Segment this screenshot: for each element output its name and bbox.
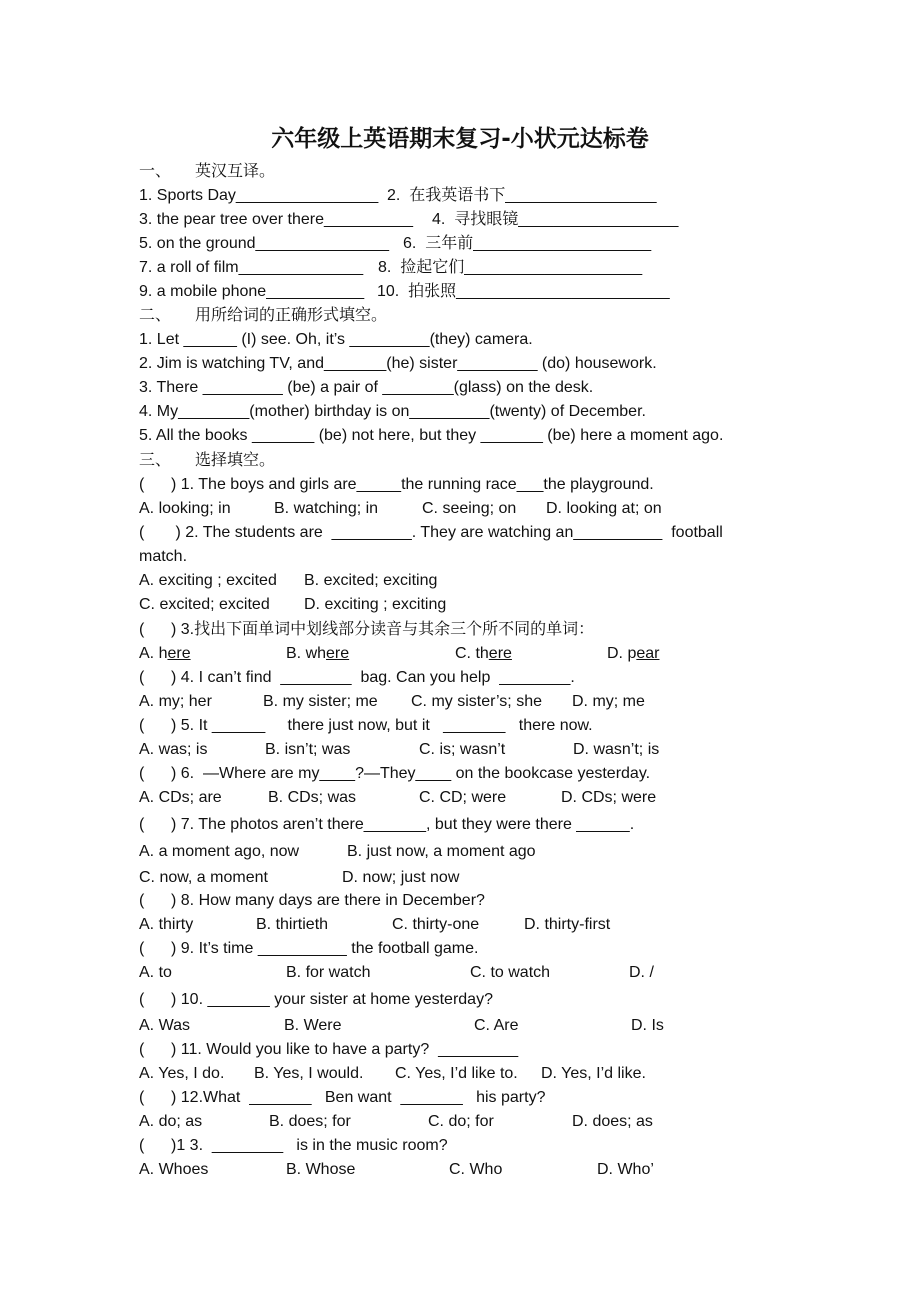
q1-option-a: A. looking; in — [139, 500, 231, 517]
q6-option-c: C. CD; were — [419, 789, 507, 806]
q5-stem: ( ) 5. It ______ there just now, but it _______ there now. — [139, 717, 593, 734]
q6-stem: ( ) 6. —Where are my____?—They____ on the bookcase yesterday. — [139, 765, 651, 782]
section2-heading: 二、 用所给词的正确形式填空。 — [139, 307, 388, 324]
s2-item1: 1. Let ______ (I) see. Oh, it’s _________(they) camera. — [139, 331, 533, 348]
s2-item5: 5. All the books _______ (be) not here, but they _______ (be) here a moment ago. — [139, 427, 724, 444]
s1-row2-right: 4. 寻找眼镜__________________ — [432, 211, 679, 228]
q8-option-c: C. thirty-one — [392, 916, 480, 933]
q2-stem-cont: match. — [139, 548, 188, 565]
q12-stem: ( ) 12.What _______ Ben want _______ his party? — [139, 1089, 546, 1106]
q13-option-b: B. Whose — [286, 1161, 356, 1178]
q6-option-a: A. CDs; are — [139, 789, 222, 806]
q10-stem: ( ) 10. _______ your sister at home yesterday? — [139, 991, 493, 1008]
q9-option-d: D. / — [629, 964, 654, 981]
s1-row1-right: 2. 在我英语书下_________________ — [387, 187, 657, 204]
q11-option-d: D. Yes, I’d like. — [541, 1065, 646, 1082]
q5-option-a: A. was; is — [139, 741, 208, 758]
q12-option-c: C. do; for — [428, 1113, 494, 1130]
s2-item3: 3. There _________ (be) a pair of ________(glass) on the desk. — [139, 379, 594, 396]
page-title: 六年级上英语期末复习-小状元达标卷 — [271, 126, 649, 152]
q11-option-c: C. Yes, I’d like to. — [395, 1065, 518, 1082]
q7-option-c: C. now, a moment — [139, 869, 268, 886]
q11-stem: ( ) 11. Would you like to have a party? _________ — [139, 1041, 519, 1058]
q12-option-d: D. does; as — [572, 1113, 653, 1130]
q11-option-b: B. Yes, I would. — [254, 1065, 364, 1082]
s1-row3-right: 6. 三年前____________________ — [403, 235, 652, 252]
section1-heading: 一、 英汉互译。 — [139, 163, 276, 180]
s1-row4-left: 7. a roll of film______________ — [139, 259, 364, 276]
q2-option-a: A. exciting ; excited — [139, 572, 277, 589]
q5-option-c: C. is; wasn’t — [419, 741, 506, 758]
q4-option-a: A. my; her — [139, 693, 212, 710]
q8-stem: ( ) 8. How many days are there in December? — [139, 892, 485, 909]
q13-option-c: C. Who — [449, 1161, 503, 1178]
q9-option-b: B. for watch — [286, 964, 371, 981]
s1-row4-right: 8. 捡起它们____________________ — [378, 259, 643, 276]
q3-option-d: D. pear — [607, 645, 660, 662]
q9-option-a: A. to — [139, 964, 172, 981]
q1-option-c: C. seeing; on — [422, 500, 517, 517]
q4-option-b: B. my sister; me — [263, 693, 378, 710]
q10-option-c: C. Are — [474, 1017, 519, 1034]
s1-row5-left: 9. a mobile phone___________ — [139, 283, 365, 300]
section3-heading: 三、 选择填空。 — [139, 452, 276, 469]
q9-stem: ( ) 9. It’s time __________ the football game. — [139, 940, 479, 957]
q13-option-d: D. Who’ — [597, 1161, 654, 1178]
q1-stem: ( ) 1. The boys and girls are_____the running race___the playground. — [139, 476, 654, 493]
q9-option-c: C. to watch — [470, 964, 551, 981]
q12-option-a: A. do; as — [139, 1113, 203, 1130]
q5-option-d: D. wasn’t; is — [573, 741, 660, 758]
q3-stem: ( ) 3.找出下面单词中划线部分读音与其余三个所不同的单词： — [139, 621, 595, 638]
q12-option-b: B. does; for — [269, 1113, 351, 1130]
q4-stem: ( ) 4. I can’t find ________ bag. Can you help ________. — [139, 669, 575, 686]
q6-option-d: D. CDs; were — [561, 789, 657, 806]
q10-option-d: D. Is — [631, 1017, 664, 1034]
q7-stem: ( ) 7. The photos aren’t there_______, but they were there ______. — [139, 816, 635, 833]
q5-option-b: B. isn’t; was — [265, 741, 351, 758]
q7-option-b: B. just now, a moment ago — [347, 843, 536, 860]
q10-option-b: B. Were — [284, 1017, 342, 1034]
q2-option-c: C. excited; excited — [139, 596, 270, 613]
q2-option-b: B. excited; exciting — [304, 572, 438, 589]
s2-item2: 2. Jim is watching TV, and_______(he) sister_________ (do) housework. — [139, 355, 657, 372]
q11-option-a: A. Yes, I do. — [139, 1065, 225, 1082]
q4-option-c: C. my sister’s; she — [411, 693, 542, 710]
s1-row1-left: 1. Sports Day________________ — [139, 187, 379, 204]
q3-option-b: B. where — [286, 645, 350, 662]
q1-option-d: D. looking at; on — [546, 500, 662, 517]
q1-option-b: B. watching; in — [274, 500, 379, 517]
q8-option-a: A. thirty — [139, 916, 194, 933]
q2-option-d: D. exciting ; exciting — [304, 596, 447, 613]
q8-option-b: B. thirtieth — [256, 916, 329, 933]
s1-row3-left: 5. on the ground_______________ — [139, 235, 390, 252]
s1-row5-right: 10. 拍张照________________________ — [377, 283, 670, 300]
q8-option-d: D. thirty-first — [524, 916, 611, 933]
q3-option-a: A. here — [139, 645, 191, 662]
q3-option-c: C. there — [455, 645, 512, 662]
q4-option-d: D. my; me — [572, 693, 645, 710]
s2-item4: 4. My________(mother) birthday is on_________(twenty) of December. — [139, 403, 646, 420]
q2-stem: ( ) 2. The students are _________. They are watching an__________ football — [139, 524, 723, 541]
q7-option-a: A. a moment ago, now — [139, 843, 300, 860]
s1-row2-left: 3. the pear tree over there__________ — [139, 211, 413, 228]
q10-option-a: A. Was — [139, 1017, 190, 1034]
q7-option-d: D. now; just now — [342, 869, 460, 886]
q13-option-a: A. Whoes — [139, 1161, 209, 1178]
q13-stem: ( )1 3. ________ is in the music room? — [139, 1137, 448, 1154]
q6-option-b: B. CDs; was — [268, 789, 357, 806]
